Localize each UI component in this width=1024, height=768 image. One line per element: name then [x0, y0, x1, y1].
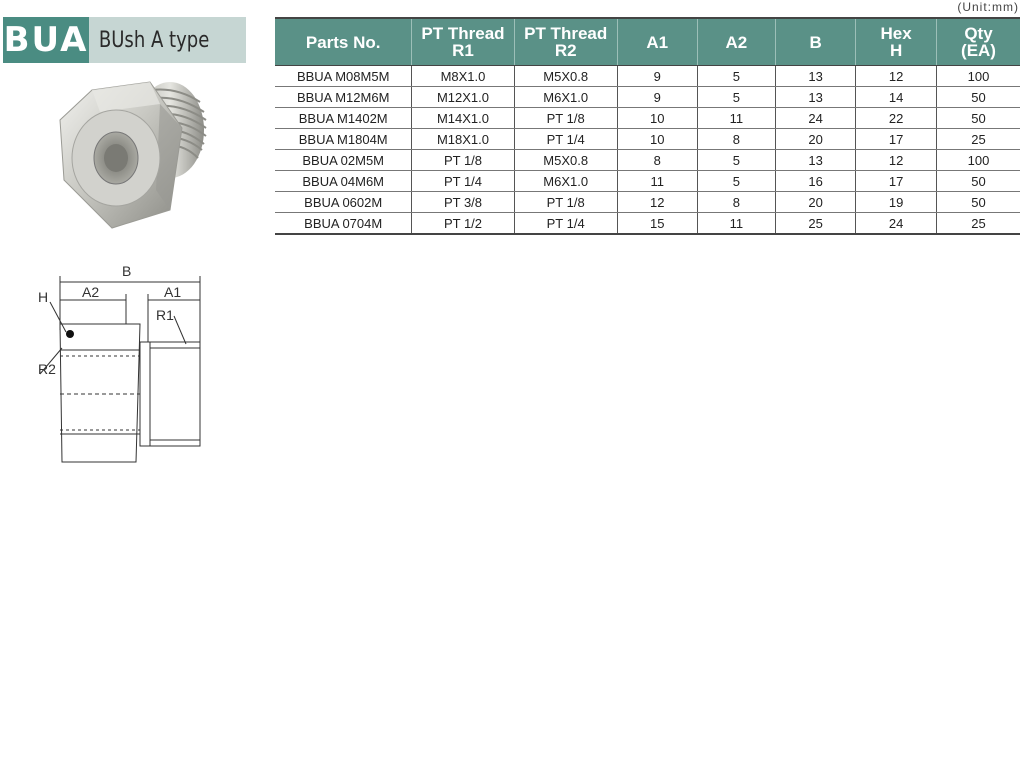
cell-b: 20 [776, 129, 856, 150]
column-header-parts-no [275, 18, 412, 66]
cell-pt-thread-r1: PT 1/2 [412, 213, 514, 235]
cell-a1: 9 [617, 66, 697, 87]
column-header-pt-thread-r2 [514, 18, 617, 66]
cell-pt-thread-r1: M14X1.0 [412, 108, 514, 129]
column-header-line1: PT Thread [421, 24, 505, 43]
cell-hex-h: 24 [856, 213, 937, 235]
cell-a1: 9 [617, 87, 697, 108]
cell-hex-h: 22 [856, 108, 937, 129]
diagram-label-a2: A2 [82, 284, 100, 300]
cell-parts-no: BBUA 04M6M [275, 171, 412, 192]
cell-a1: 15 [617, 213, 697, 235]
cell-hex-h: 19 [856, 192, 937, 213]
spec-table-header [275, 18, 1020, 66]
column-header-qty [937, 18, 1020, 66]
product-title-bar [3, 17, 246, 63]
table-row [275, 171, 1020, 192]
cell-pt-thread-r2: PT 1/4 [514, 213, 617, 235]
cell-pt-thread-r2: PT 1/8 [514, 192, 617, 213]
cell-b: 25 [776, 213, 856, 235]
table-row [275, 129, 1020, 150]
column-header-a1 [617, 18, 697, 66]
table-row [275, 150, 1020, 171]
cell-a1: 11 [617, 171, 697, 192]
product-photo [52, 70, 222, 236]
column-header-line1: A2 [725, 32, 748, 52]
column-header-line1: PT Thread [524, 24, 608, 43]
cell-a2: 5 [697, 87, 775, 108]
cell-parts-no: BBUA 0704M [304, 215, 383, 231]
table-row [275, 213, 1020, 235]
cell-parts-no: BBUA M1804M [275, 129, 412, 150]
cell-hex-h: 12 [856, 66, 937, 87]
column-header-line1: Qty [964, 24, 993, 43]
cell-hex-h: 17 [856, 129, 937, 150]
column-header-line2: R2 [554, 41, 577, 60]
spec-table [275, 17, 1020, 235]
cell-parts-no: BBUA M1402M [275, 108, 412, 129]
column-header-line1: Parts No. [305, 32, 381, 52]
cell-qty: 100 [937, 150, 1020, 171]
diagram-label-r1: R1 [156, 307, 174, 323]
cell-a1: 10 [617, 129, 697, 150]
cell-qty: 25 [937, 213, 1020, 235]
cell-parts-no: BBUA 0602M [275, 192, 412, 213]
table-row [275, 108, 1020, 129]
cell-b: 20 [776, 192, 856, 213]
cell-pt-thread-r1: M8X1.0 [412, 66, 514, 87]
cell-qty: 50 [937, 192, 1020, 213]
cell-pt-thread-r1: PT 1/4 [412, 171, 514, 192]
column-header-line1: B [809, 32, 822, 52]
cell-a2: 5 [697, 66, 775, 87]
column-header-line2: (EA) [961, 41, 996, 60]
column-header-hex-h [856, 18, 937, 66]
cell-hex-h: 17 [856, 171, 937, 192]
cell-qty: 100 [937, 66, 1020, 87]
column-header-line2: H [889, 41, 903, 60]
product-code: BUA [3, 17, 89, 63]
cell-qty: 50 [937, 87, 1020, 108]
cell-a2: 5 [697, 171, 775, 192]
column-header-line1: Hex [880, 24, 912, 43]
cell-b: 13 [776, 150, 856, 171]
cell-qty: 25 [937, 129, 1020, 150]
cell-parts-no: BBUA M12M6M [275, 87, 412, 108]
cell-pt-thread-r2: PT 1/8 [514, 108, 617, 129]
column-header-b [776, 18, 856, 66]
table-row [275, 66, 1020, 87]
cell-pt-thread-r1: M18X1.0 [412, 129, 514, 150]
column-header-line2: R1 [452, 41, 474, 60]
cell-a2: 5 [697, 150, 775, 171]
unit-label: (Unit:mm) [957, 0, 1019, 14]
table-row [275, 192, 1020, 213]
cell-b: 16 [776, 171, 856, 192]
dimension-diagram [36, 262, 226, 472]
diagram-label-h: H [38, 289, 49, 305]
cell-hex-h: 12 [856, 150, 937, 171]
product-name: BUsh A type [98, 27, 210, 53]
cell-pt-thread-r1: PT 3/8 [412, 192, 514, 213]
column-header-line1: A1 [646, 32, 669, 52]
cell-b: 13 [776, 87, 856, 108]
cell-parts-no: BBUA M08M5M [275, 66, 412, 87]
cell-a2: 8 [697, 129, 775, 150]
cell-a1: 8 [617, 150, 697, 171]
spec-table-body [275, 66, 1020, 235]
cell-parts-no: BBUA 02M5M [275, 150, 412, 171]
cell-a2: 11 [697, 213, 775, 235]
cell-a2: 8 [697, 192, 775, 213]
cell-qty: 50 [937, 108, 1020, 129]
cell-qty: 50 [937, 171, 1020, 192]
cell-a1: 12 [617, 192, 697, 213]
cell-pt-thread-r2: M6X1.0 [514, 87, 617, 108]
cell-b: 13 [776, 66, 856, 87]
cell-a2: 11 [697, 108, 775, 129]
column-header-a2 [697, 18, 775, 66]
diagram-label-r2: R2 [38, 361, 56, 377]
cell-b: 24 [776, 108, 856, 129]
cell-pt-thread-r1: PT 1/8 [412, 150, 514, 171]
hex-nut [60, 82, 182, 228]
table-row [275, 87, 1020, 108]
cell-pt-thread-r2: PT 1/4 [514, 129, 617, 150]
cell-pt-thread-r2: M5X0.8 [514, 150, 617, 171]
diagram-label-a1: A1 [164, 284, 182, 300]
cell-a1: 10 [617, 108, 697, 129]
column-header-pt-thread-r1 [412, 18, 514, 66]
cell-pt-thread-r2: M6X1.0 [514, 171, 617, 192]
cell-pt-thread-r2: M5X0.8 [514, 66, 617, 87]
diagram-label-b: B [122, 263, 132, 279]
cell-pt-thread-r1: M12X1.0 [412, 87, 514, 108]
cell-hex-h: 14 [856, 87, 937, 108]
